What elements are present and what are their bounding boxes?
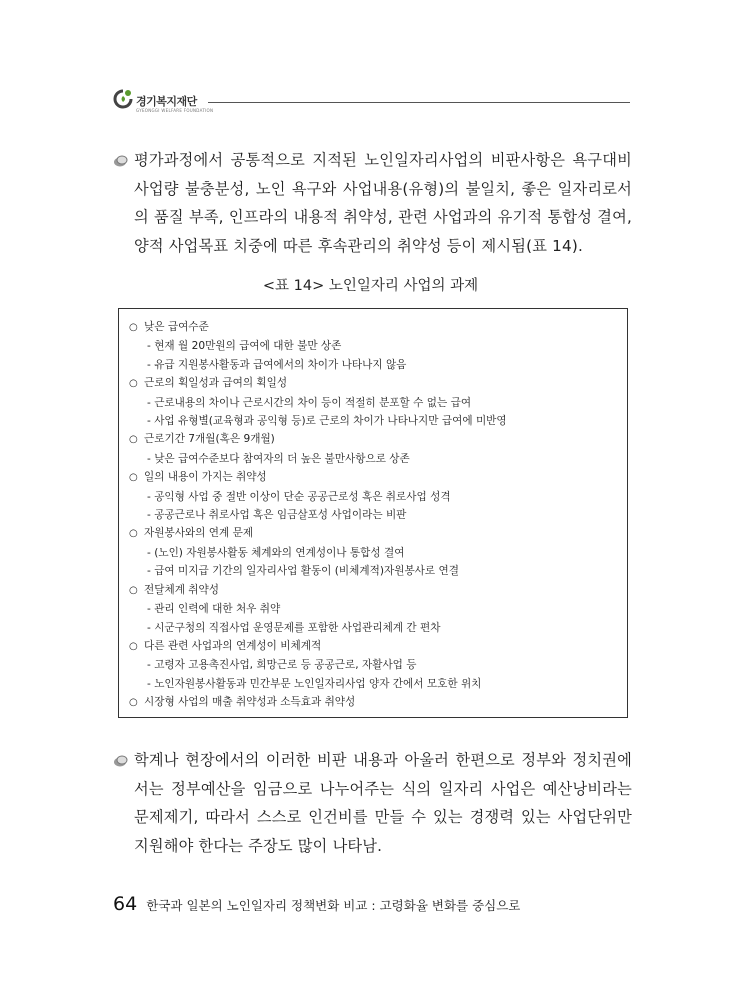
table-main-item: ○ 시장형 사업의 매출 취약성과 소득효과 취약성	[119, 693, 627, 712]
table-sub-item: - 관리 인력에 대한 처우 취약	[119, 600, 627, 618]
table-title: <표 14> 노인일자리 사업의 과제	[262, 278, 479, 294]
table-sub-item: - 현재 월 20만원의 급여에 대한 불만 상존	[119, 337, 627, 355]
table-sub-item: - 사업 유형별(교육형과 공익형 등)로 근로의 차이가 나타나지만 급여에 미반영	[119, 412, 627, 430]
table-sub-item: - 낮은 급여수준보다 참여자의 더 높은 불만사항으로 상존	[119, 450, 627, 468]
paragraph-1-text: 평가과정에서 공통적으로 지적된 노인일자리사업의 비판사항은 욕구대비 사업량 불충분성, 노인 욕구와 사업내용(유형)의 불일치, 좋은 일자리로서의 품질 부족, 인프라의 내용적 취약성, 관련 사업과의 유기적 통합성 결여, 양적 사업목표 치중에 따른 후속관리의 취약성 등이 제시됨(표 14).	[134, 151, 632, 255]
table-sub-item: - 근로내용의 차이나 근로시간의 차이 등이 적절히 분포할 수 없는 급여	[119, 394, 627, 412]
table-list	[119, 309, 627, 713]
table-sub-item: - 급여 미지급 기간의 일자리사업 활동이 (비체계적)자원봉사로 연결	[119, 562, 627, 580]
table-main-item: ○ 전달체계 취약성	[119, 581, 627, 600]
table-main-item: ○ 근로기간 7개월(혹은 9개월)	[119, 430, 627, 449]
page-header	[112, 88, 630, 120]
org-subtitle: GYEONGGI WELFARE FOUNDATION	[136, 108, 214, 113]
table-main-item: ○ 일의 내용이 가지는 취약성	[119, 468, 627, 487]
table-main-item: ○ 다른 관련 사업과의 연계성이 비체계적	[119, 637, 627, 656]
table-sub-item: - 고령자 고용촉진사업, 희망근로 등 공공근로, 자활사업 등	[119, 656, 627, 674]
table-sub-item: - 공공근로나 취로사업 혹은 임금살포성 사업이라는 비판	[119, 506, 627, 524]
page-footer	[113, 893, 520, 915]
bullet-icon	[112, 752, 130, 768]
paragraph-2-text: 학계나 현장에서의 이러한 비판 내용과 아울러 한편으로 정부와 정치권에서는 정부예산을 임금으로 나누어주는 식의 일자리 사업은 예산낭비라는 문제제기, 따라서 스스로 인건비를 만들 수 있는 경쟁력 있는 사업단위만 지원해야 한다는 주장도 많이 나타남.	[134, 751, 632, 855]
paragraph-2	[112, 746, 632, 860]
bullet-icon	[112, 152, 130, 168]
table-main-item: ○ 근로의 획일성과 급여의 획일성	[119, 374, 627, 393]
org-name: 경기복지재단	[136, 95, 197, 108]
table-main-item: ○ 자원봉사와의 연계 문제	[119, 524, 627, 543]
table-main-item: ○ 낮은 급여수준	[119, 318, 627, 337]
table-sub-item: - (노인) 자원봉사활동 체계와의 연계성이나 통합성 결여	[119, 544, 627, 562]
footer-title: 한국과 일본의 노인일자리 정책변화 비교 : 고령화율 변화를 중심으로	[146, 898, 521, 913]
header-divider	[208, 102, 630, 103]
table-sub-item: - 시군구청의 직접사업 운영문제를 포함한 사업관리체계 간 편차	[119, 619, 627, 637]
table-sub-item: - 공익형 사업 중 절반 이상이 단순 공공근로성 혹은 취로사업 성격	[119, 488, 627, 506]
table-sub-item: - 유급 지원봉사활동과 급여에서의 차이가 나타나지 않음	[119, 356, 627, 374]
foundation-logo-icon	[112, 88, 134, 110]
table-box	[118, 308, 628, 718]
table-sub-item: - 노인자원봉사활동과 민간부문 노인일자리사업 양자 간에서 모호한 위치	[119, 675, 627, 693]
paragraph-1	[112, 146, 632, 260]
page-number: 64	[113, 893, 138, 915]
